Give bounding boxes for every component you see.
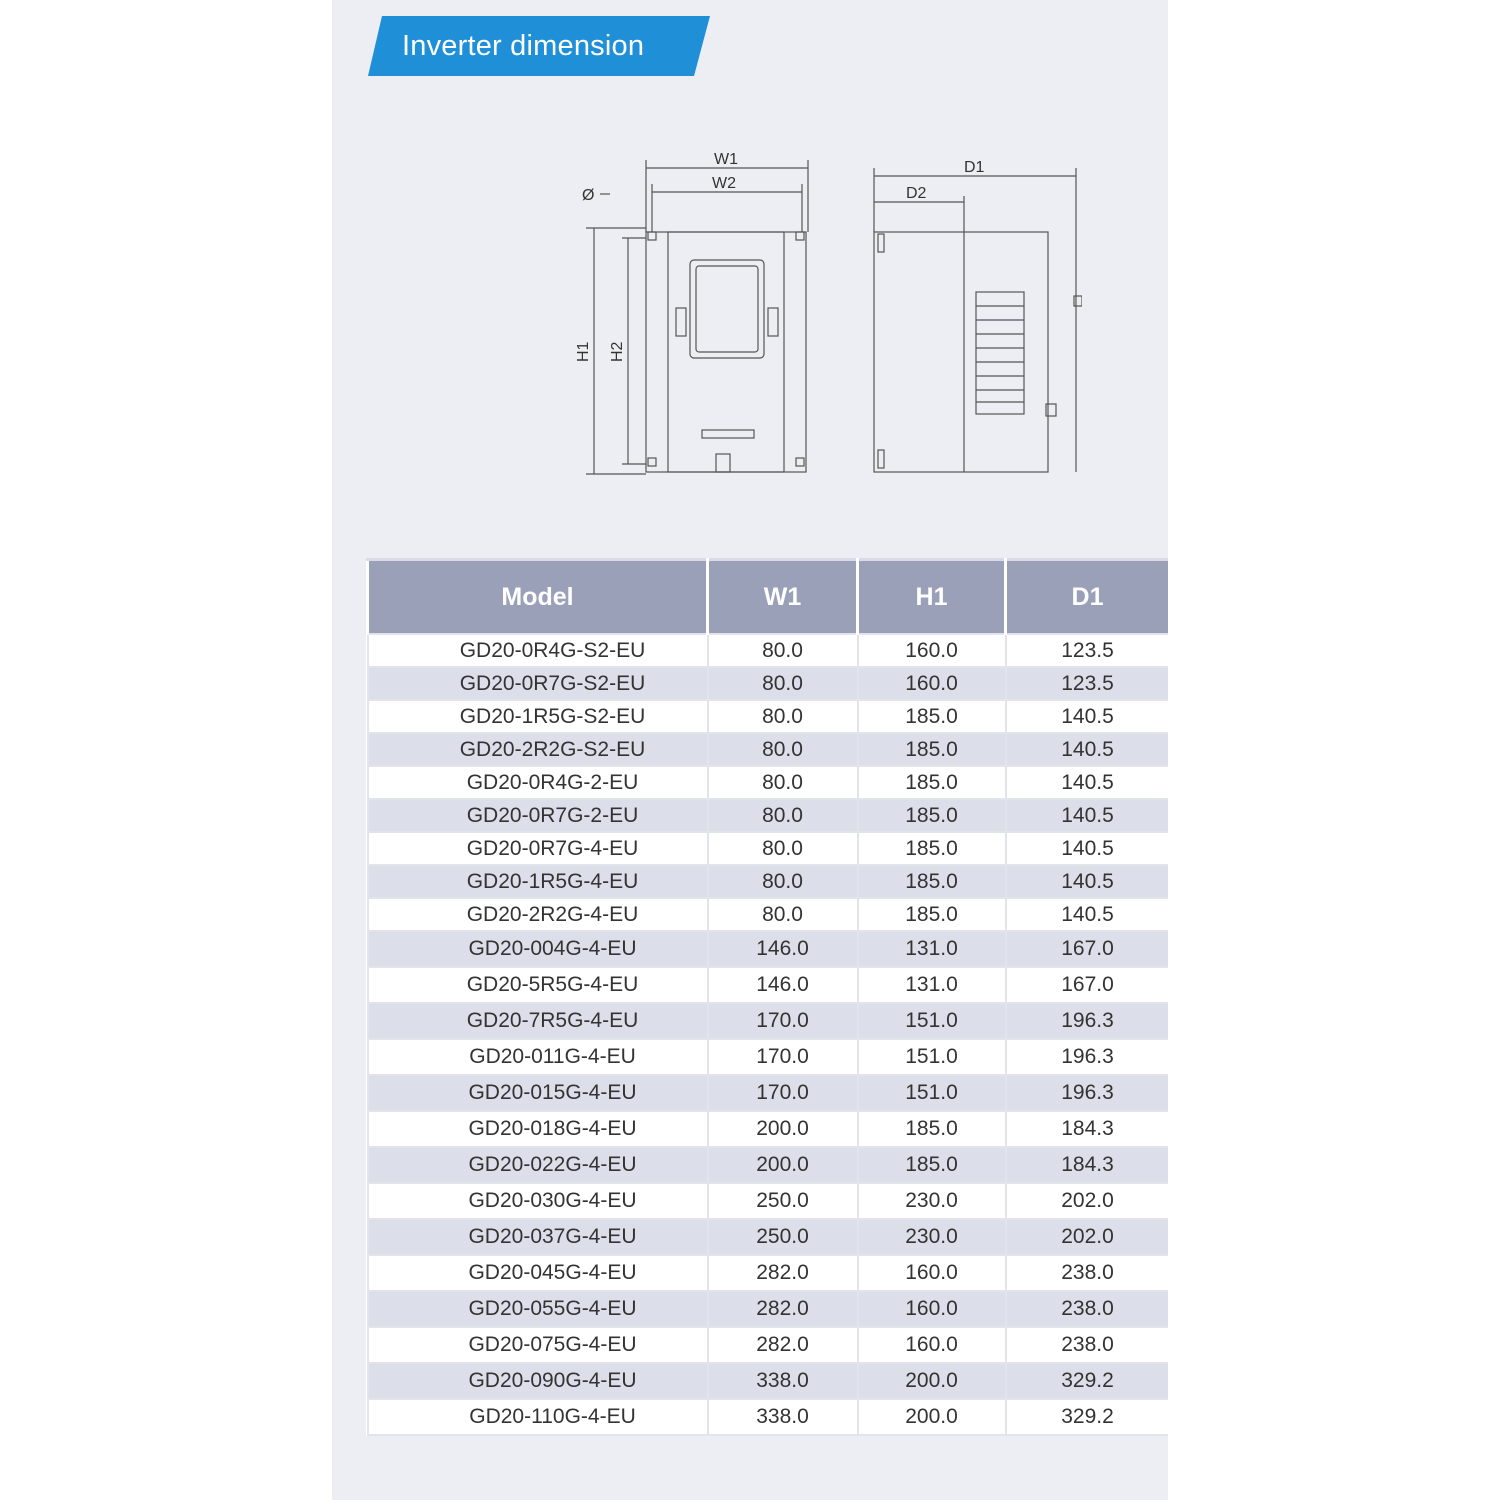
table-row — [368, 1399, 1169, 1435]
table-row — [368, 700, 1169, 733]
table-row — [368, 766, 1169, 799]
cell-w1: 170.0 — [708, 1039, 858, 1075]
cell-h1: 160.0 — [858, 1327, 1006, 1363]
table-row — [368, 967, 1169, 1003]
cell-w1: 170.0 — [708, 1003, 858, 1039]
cell-d1: 184.3 — [1006, 1147, 1169, 1183]
cell-h1: 185.0 — [858, 1111, 1006, 1147]
cell-w1: 338.0 — [708, 1399, 858, 1435]
cell-h1: 185.0 — [858, 832, 1006, 865]
cell-model: GD20-1R5G-S2-EU — [368, 700, 708, 733]
cell-model: GD20-037G-4-EU — [368, 1219, 708, 1255]
cell-h1: 131.0 — [858, 931, 1006, 967]
cell-model: GD20-2R2G-4-EU — [368, 898, 708, 931]
table-row — [368, 1291, 1169, 1327]
dim-label-d2: D2 — [906, 185, 927, 202]
cell-d1: 123.5 — [1006, 667, 1169, 700]
cell-model: GD20-075G-4-EU — [368, 1327, 708, 1363]
cell-model: GD20-018G-4-EU — [368, 1111, 708, 1147]
cell-h1: 160.0 — [858, 667, 1006, 700]
datasheet-panel — [332, 0, 1168, 1500]
dim-label-w1: W1 — [714, 151, 738, 168]
cell-model: GD20-0R7G-2-EU — [368, 799, 708, 832]
cell-d1: 140.5 — [1006, 766, 1169, 799]
cell-w1: 80.0 — [708, 667, 858, 700]
cell-d1: 196.3 — [1006, 1075, 1169, 1111]
cell-model: GD20-004G-4-EU — [368, 931, 708, 967]
cell-w1: 282.0 — [708, 1291, 858, 1327]
cell-h1: 131.0 — [858, 967, 1006, 1003]
cell-d1: 167.0 — [1006, 931, 1169, 967]
table-row — [368, 1183, 1169, 1219]
cell-model: GD20-030G-4-EU — [368, 1183, 708, 1219]
keypad-display — [690, 260, 764, 358]
cell-h1: 185.0 — [858, 898, 1006, 931]
cell-model: GD20-7R5G-4-EU — [368, 1003, 708, 1039]
cell-model: GD20-0R7G-4-EU — [368, 832, 708, 865]
cell-h1: 151.0 — [858, 1039, 1006, 1075]
cell-model: GD20-011G-4-EU — [368, 1039, 708, 1075]
cell-d1: 238.0 — [1006, 1255, 1169, 1291]
table-row — [368, 1039, 1169, 1075]
table-row — [368, 1327, 1169, 1363]
table-row — [368, 1075, 1169, 1111]
cell-d1: 140.5 — [1006, 700, 1169, 733]
table-row — [368, 667, 1169, 700]
cell-w1: 80.0 — [708, 832, 858, 865]
cell-model: GD20-0R4G-2-EU — [368, 766, 708, 799]
cell-h1: 185.0 — [858, 766, 1006, 799]
front-vent-slot — [702, 430, 754, 438]
cell-h1: 185.0 — [858, 865, 1006, 898]
table-row — [368, 799, 1169, 832]
cell-w1: 146.0 — [708, 931, 858, 967]
cell-h1: 160.0 — [858, 634, 1006, 667]
cell-d1: 202.0 — [1006, 1219, 1169, 1255]
cell-d1: 329.2 — [1006, 1399, 1169, 1435]
cell-h1: 185.0 — [858, 799, 1006, 832]
cell-model: GD20-090G-4-EU — [368, 1363, 708, 1399]
cell-w1: 250.0 — [708, 1183, 858, 1219]
cell-d1: 167.0 — [1006, 967, 1169, 1003]
cell-h1: 160.0 — [858, 1255, 1006, 1291]
cell-w1: 80.0 — [708, 799, 858, 832]
table-row — [368, 1147, 1169, 1183]
cell-h1: 151.0 — [858, 1003, 1006, 1039]
cell-d1: 196.3 — [1006, 1003, 1169, 1039]
table-row — [368, 832, 1169, 865]
dim-label-hole: Ø — [582, 187, 595, 204]
cell-model: GD20-110G-4-EU — [368, 1399, 708, 1435]
cell-model: GD20-1R5G-4-EU — [368, 865, 708, 898]
table-row — [368, 865, 1169, 898]
cell-h1: 230.0 — [858, 1219, 1006, 1255]
cell-w1: 200.0 — [708, 1147, 858, 1183]
dim-label-w2: W2 — [712, 175, 736, 192]
cell-h1: 185.0 — [858, 733, 1006, 766]
cell-d1: 238.0 — [1006, 1291, 1169, 1327]
section-title: Inverter dimension — [402, 30, 645, 62]
cell-h1: 200.0 — [858, 1399, 1006, 1435]
dim-label-d1: D1 — [964, 159, 985, 176]
cell-d1: 140.5 — [1006, 898, 1169, 931]
cell-w1: 282.0 — [708, 1255, 858, 1291]
cell-w1: 80.0 — [708, 766, 858, 799]
cell-d1: 238.0 — [1006, 1327, 1169, 1363]
cell-model: GD20-022G-4-EU — [368, 1147, 708, 1183]
column-header-w1: W1 — [708, 560, 858, 635]
cell-h1: 185.0 — [858, 700, 1006, 733]
cell-w1: 146.0 — [708, 967, 858, 1003]
column-header-model: Model — [368, 560, 708, 635]
table-row — [368, 898, 1169, 931]
cell-w1: 80.0 — [708, 733, 858, 766]
cell-d1: 202.0 — [1006, 1183, 1169, 1219]
cell-model: GD20-055G-4-EU — [368, 1291, 708, 1327]
side-vent-grille — [976, 292, 1024, 414]
cell-model: GD20-0R7G-S2-EU — [368, 667, 708, 700]
cell-w1: 80.0 — [708, 634, 858, 667]
cell-w1: 338.0 — [708, 1363, 858, 1399]
cell-w1: 80.0 — [708, 865, 858, 898]
cell-d1: 196.3 — [1006, 1039, 1169, 1075]
dim-label-h2: H2 — [609, 341, 626, 362]
cell-d1: 140.5 — [1006, 799, 1169, 832]
section-banner — [368, 16, 710, 76]
cell-w1: 170.0 — [708, 1075, 858, 1111]
cell-d1: 140.5 — [1006, 832, 1169, 865]
table-row — [368, 733, 1169, 766]
table-header-row — [368, 560, 1169, 635]
cell-d1: 140.5 — [1006, 865, 1169, 898]
cell-d1: 184.3 — [1006, 1111, 1169, 1147]
cell-h1: 230.0 — [858, 1183, 1006, 1219]
cell-model: GD20-045G-4-EU — [368, 1255, 708, 1291]
cell-model: GD20-015G-4-EU — [368, 1075, 708, 1111]
cell-w1: 80.0 — [708, 700, 858, 733]
cell-d1: 329.2 — [1006, 1363, 1169, 1399]
table-row — [368, 1363, 1169, 1399]
cell-h1: 200.0 — [858, 1363, 1006, 1399]
inverter-dimension-drawing — [562, 140, 1082, 490]
column-header-h1: H1 — [858, 560, 1006, 635]
column-header-d1: D1 — [1006, 560, 1169, 635]
cell-model: GD20-5R5G-4-EU — [368, 967, 708, 1003]
cell-d1: 123.5 — [1006, 634, 1169, 667]
cell-w1: 250.0 — [708, 1219, 858, 1255]
cell-h1: 185.0 — [858, 1147, 1006, 1183]
cell-w1: 282.0 — [708, 1327, 858, 1363]
table-row — [368, 1255, 1169, 1291]
table-row — [368, 1111, 1169, 1147]
dimension-table — [366, 558, 1168, 1436]
cell-d1: 140.5 — [1006, 733, 1169, 766]
dim-label-h1: H1 — [575, 341, 592, 362]
cell-h1: 160.0 — [858, 1291, 1006, 1327]
side-view-outline — [874, 232, 1048, 472]
cell-w1: 80.0 — [708, 898, 858, 931]
cell-h1: 151.0 — [858, 1075, 1006, 1111]
table-row — [368, 931, 1169, 967]
table-row — [368, 634, 1169, 667]
cell-w1: 200.0 — [708, 1111, 858, 1147]
table-row — [368, 1003, 1169, 1039]
cell-model: GD20-2R2G-S2-EU — [368, 733, 708, 766]
table-row — [368, 1219, 1169, 1255]
cell-model: GD20-0R4G-S2-EU — [368, 634, 708, 667]
